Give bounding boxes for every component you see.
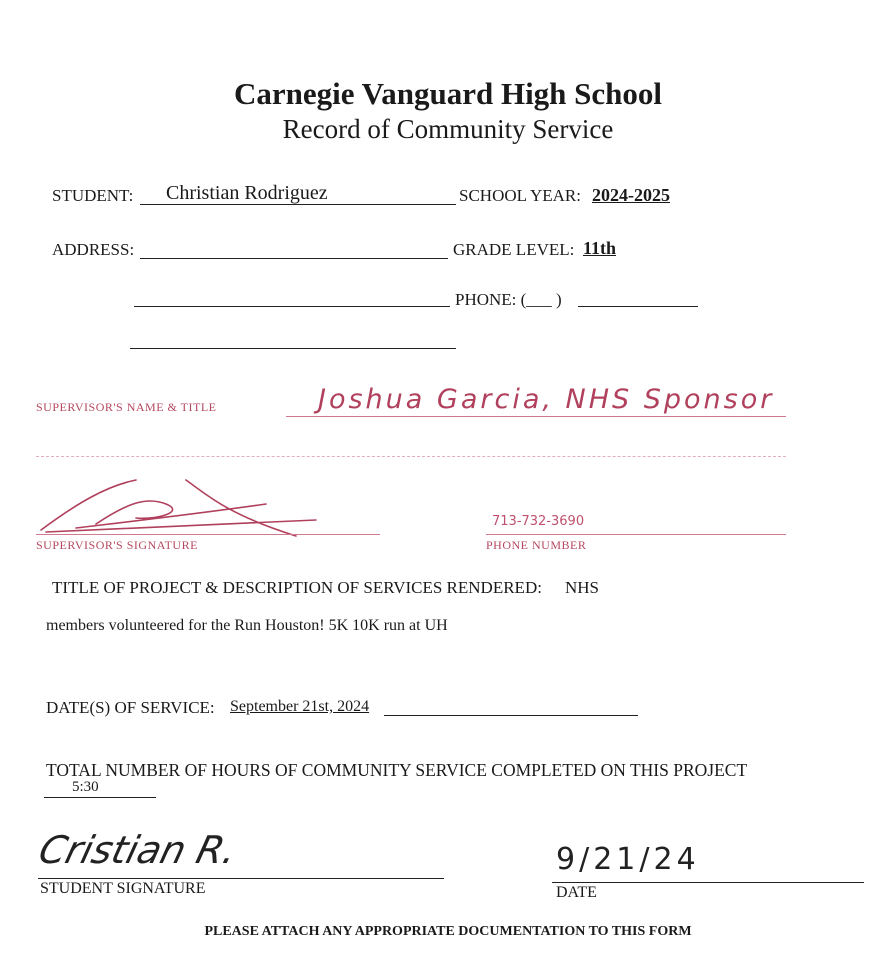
date-label: DATE — [556, 884, 597, 901]
student-name-value[interactable]: Christian Rodriguez — [166, 182, 328, 204]
school-name: Carnegie Vanguard High School — [233, 76, 663, 111]
address-label: ADDRESS: — [52, 240, 135, 259]
student-signature-label: STUDENT SIGNATURE — [40, 880, 206, 897]
project-label: TITLE OF PROJECT & DESCRIPTION OF SERVICES RENDERED: — [52, 578, 542, 597]
student-signature-line — [38, 878, 444, 879]
grade-level-label: GRADE LEVEL: — [453, 240, 575, 259]
supervisor-signature-line — [36, 534, 380, 535]
total-hours-label: TOTAL NUMBER OF HOURS OF COMMUNITY SERVICE COMPLETED ON THIS PROJECT — [46, 760, 748, 780]
address-line-1[interactable] — [140, 258, 448, 259]
date-line — [552, 882, 864, 883]
grade-level-value[interactable]: 11th — [583, 238, 617, 258]
phone-label: PHONE: (___ ) — [455, 290, 562, 309]
supervisor-name-label: SUPERVISOR'S NAME & TITLE — [36, 400, 217, 414]
supervisor-phone-value[interactable]: 713-732-3690 — [492, 514, 585, 529]
student-label: STUDENT: — [52, 186, 134, 205]
address-line-3[interactable] — [130, 348, 456, 349]
date-value[interactable]: 9/21/24 — [556, 842, 700, 877]
school-year-value[interactable]: 2024-2025 — [592, 185, 670, 205]
student-signature-value[interactable]: Cristian R. — [34, 828, 242, 872]
dates-of-service-value[interactable]: September 21st, 2024 — [230, 698, 370, 715]
school-year-label: SCHOOL YEAR: — [459, 186, 581, 205]
supervisor-phone-label: PHONE NUMBER — [486, 538, 587, 552]
form-title: Record of Community Service — [282, 114, 614, 144]
project-description-line-1[interactable]: NHS — [565, 578, 600, 597]
supervisor-phone-line — [486, 534, 786, 535]
project-description-line-2[interactable]: members volunteered for the Run Houston! 5K 10K run at UH — [46, 617, 448, 634]
supervisor-signature-label: SUPERVISOR'S SIGNATURE — [36, 538, 198, 552]
total-hours-line — [44, 797, 156, 798]
phone-line[interactable] — [578, 306, 698, 307]
total-hours-value[interactable]: 5:30 — [72, 779, 99, 795]
supervisor-name-line — [286, 416, 786, 417]
supervisor-extra-line — [36, 456, 786, 457]
footer-note: PLEASE ATTACH ANY APPROPRIATE DOCUMENTATION TO THIS FORM — [204, 924, 692, 939]
supervisor-name-value[interactable]: Joshua Garcia, NHS Sponsor — [318, 384, 775, 415]
address-line-2[interactable] — [134, 306, 450, 307]
dates-of-service-label: DATE(S) OF SERVICE: — [46, 698, 215, 717]
dates-of-service-line — [384, 715, 638, 716]
